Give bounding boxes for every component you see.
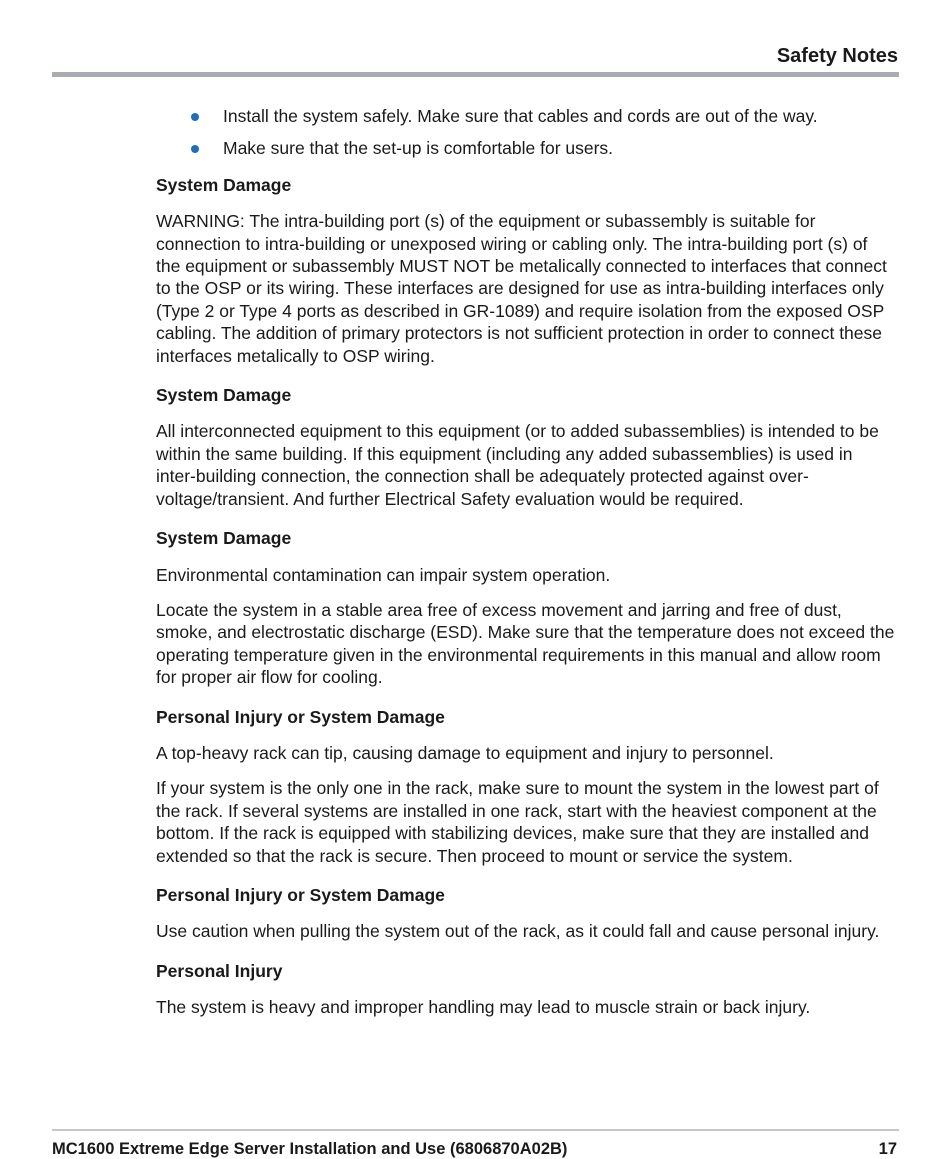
section-system-damage-3	[156, 527, 896, 688]
section-heading: System Damage	[156, 174, 292, 195]
bullet-item	[156, 137, 896, 159]
footer-rule	[52, 1129, 899, 1131]
section-system-damage-2	[156, 384, 896, 510]
section-paragraph: Locate the system in a stable area free of excess movement and jarring and free of dust, smoke, and electrostatic discharge (ESD). Make sure that the temperature does not exceed the operating temperature given in the environmental requirements in this manual and allow room for proper air flow for cooling.	[156, 599, 895, 688]
bullet-dot-icon	[191, 145, 199, 153]
section-system-damage-1	[156, 174, 896, 367]
footer-doc-title: MC1600 Extreme Edge Server Installation and Use (6806870A02B)	[52, 1140, 568, 1158]
section-injury-or-damage-2	[156, 884, 896, 943]
section-paragraph: All interconnected equipment to this equipment (or to added subassemblies) is intended to be within the same building. If this equipment (including any added subassemblies) is used in inter-building connection, the connection shall be adequately protected against over-voltage/transient. And further Electrical Safety evaluation would be required.	[156, 421, 879, 509]
section-injury-or-damage-1	[156, 706, 896, 867]
bullet-dot-icon	[191, 113, 199, 121]
section-paragraph: WARNING: The intra-building port (s) of the equipment or subassembly is suitable for connection to intra-building or unexposed wiring or cabling only. The intra-building port (s) of the equipment or subassembly MUST NOT be metalically connected to interfaces that connect to the OSP or its wiring. These interfaces are designed for use as intra-building interfaces only (Type 2 or Type 4 ports as described in GR-1089) and require isolation from the exposed OSP cabling. The addition of primary protectors is not sufficient protection in order to connect these interfaces metalically to OSP wiring.	[156, 211, 887, 366]
bullet-list	[156, 105, 896, 160]
section-personal-injury	[156, 960, 896, 1019]
page-header-title: Safety Notes	[776, 45, 898, 67]
bullet-text: Make sure that the set-up is comfortable for users.	[223, 138, 614, 159]
section-heading: System Damage	[156, 528, 292, 549]
section-heading: System Damage	[156, 385, 292, 406]
bullet-item	[156, 105, 896, 127]
section-heading: Personal Injury	[156, 960, 283, 981]
header-rule	[52, 72, 899, 77]
section-paragraph: The system is heavy and improper handling may lead to muscle strain or back injury.	[156, 997, 811, 1018]
bullet-text: Install the system safely. Make sure that cables and cords are out of the way.	[223, 106, 818, 126]
section-paragraph: Environmental contamination can impair system operation.	[156, 564, 611, 585]
page-content	[156, 105, 896, 1036]
section-paragraph: A top-heavy rack can tip, causing damage to equipment and injury to personnel.	[156, 742, 774, 763]
section-heading: Personal Injury or System Damage	[156, 884, 445, 905]
section-paragraph: Use caution when pulling the system out of the rack, as it could fall and cause personal injury.	[156, 921, 880, 942]
section-heading: Personal Injury or System Damage	[156, 706, 445, 727]
footer-page-number: 17	[878, 1140, 897, 1158]
section-paragraph: If your system is the only one in the rack, make sure to mount the system in the lowest part of the rack. If several systems are installed in one rack, start with the heaviest component at the bottom. If the rack is equipped with stabilizing devices, make sure that they are installed and extended so that the rack is secure. Then proceed to mount or service the system.	[156, 778, 879, 866]
